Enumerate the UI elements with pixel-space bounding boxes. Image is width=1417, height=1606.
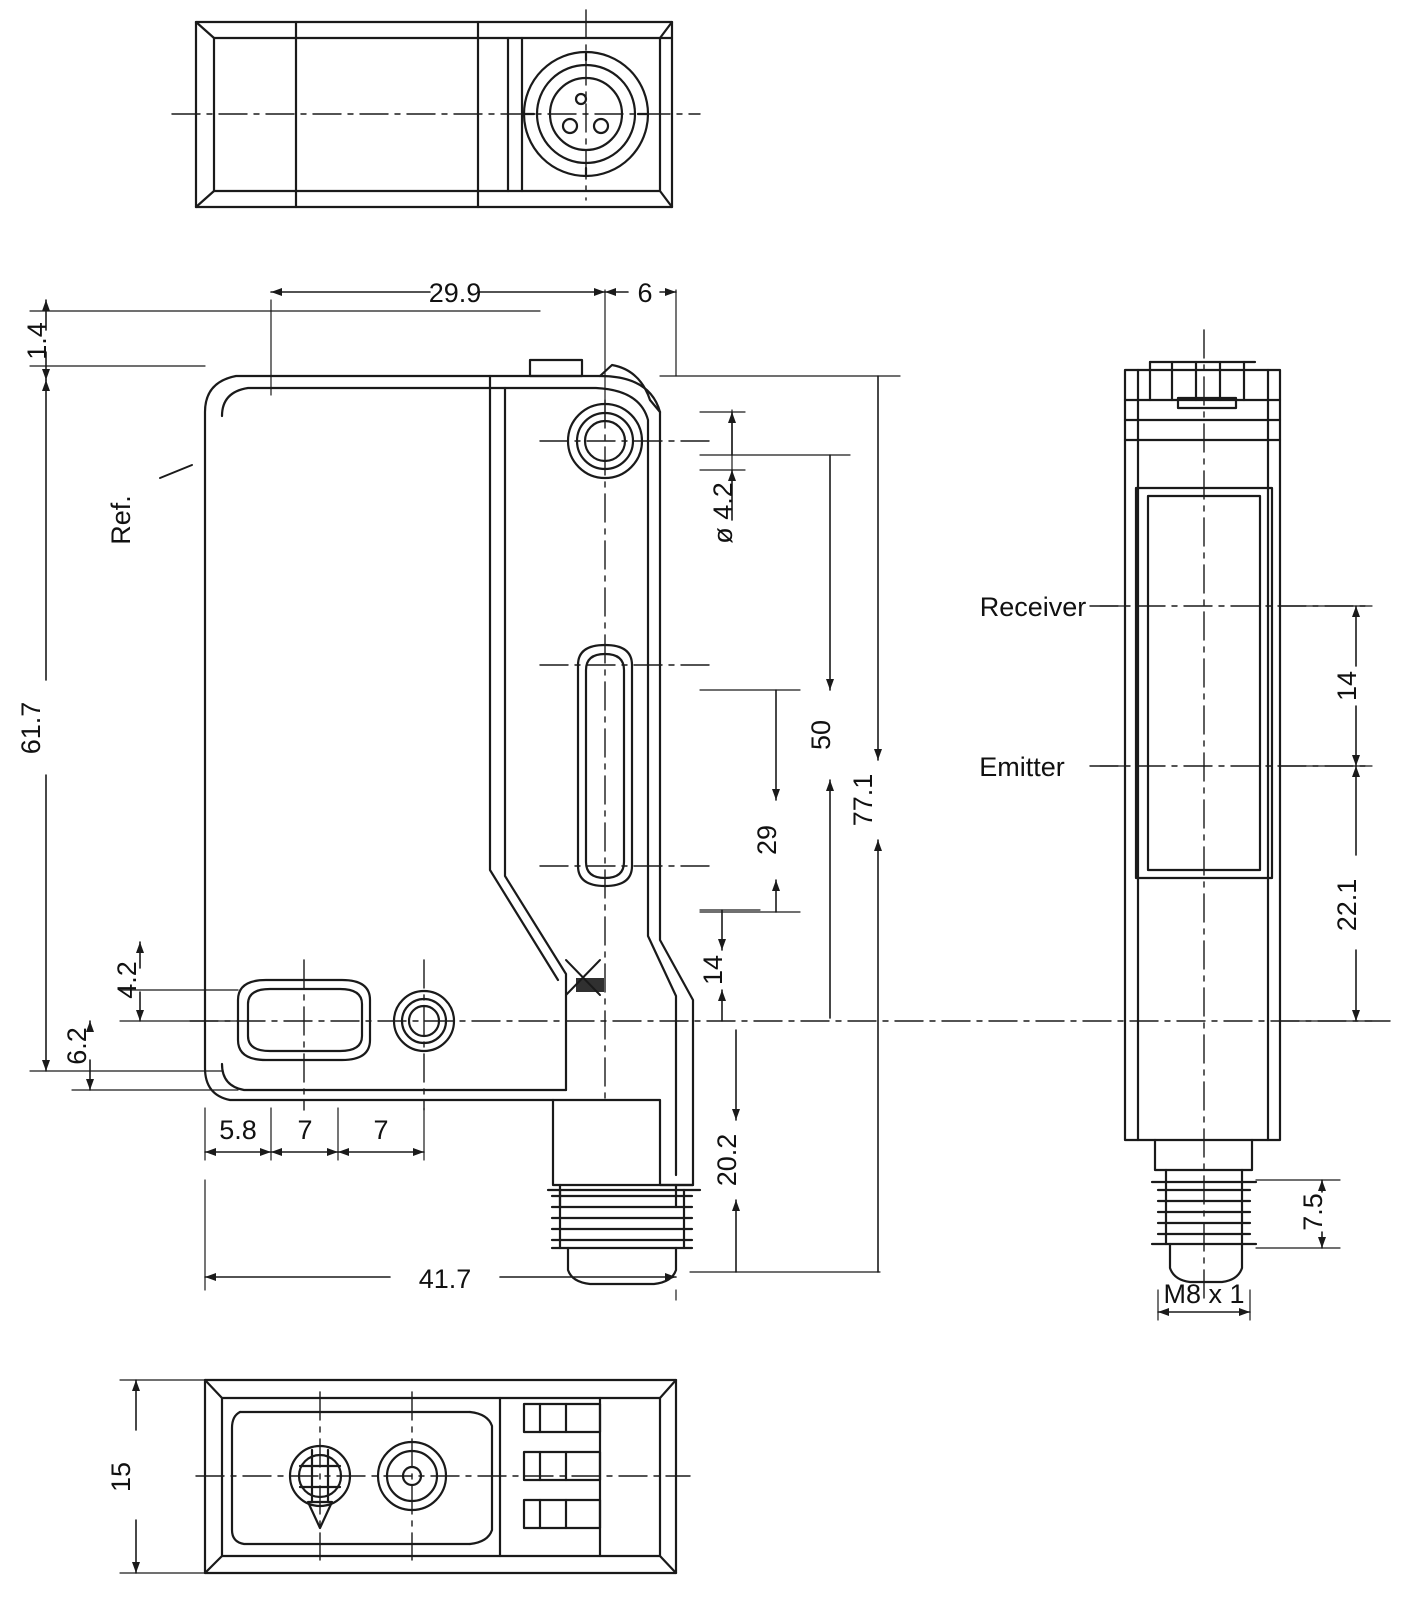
label-thread-m8: M8 x 1	[1163, 1279, 1245, 1309]
dim-77-1: 77.1	[848, 773, 878, 827]
dim-6: 6	[637, 278, 653, 308]
dim-50: 50	[806, 719, 836, 751]
label-receiver: Receiver	[979, 592, 1087, 622]
dim-41-7: 41.7	[418, 1264, 472, 1294]
dim-15: 15	[106, 1461, 136, 1493]
dim-5-8: 5.8	[219, 1115, 257, 1145]
label-emitter: Emitter	[979, 752, 1065, 782]
view-right	[1125, 362, 1280, 1282]
dim-dia-4-2: ø 4.2	[708, 482, 738, 544]
dim-7-5: 7.5	[1298, 1193, 1328, 1231]
dim-4-2-left: 4.2	[112, 961, 142, 999]
dim-7-b: 7	[373, 1115, 389, 1145]
dim-22-1: 22.1	[1332, 878, 1362, 932]
dim-6-2: 6.2	[62, 1027, 92, 1065]
dim-7-a: 7	[297, 1115, 313, 1145]
dim-29: 29	[752, 824, 782, 856]
dim-29-9: 29.9	[428, 278, 482, 308]
view-front	[160, 360, 700, 1284]
dim-61-7: 61.7	[16, 701, 46, 755]
dim-20-2: 20.2	[712, 1133, 742, 1187]
dim-14-front: 14	[698, 954, 728, 986]
label-ref: Ref.	[106, 495, 136, 545]
centerlines-bottom	[196, 1392, 690, 1560]
centerlines-right	[1090, 330, 1370, 1300]
dimensions-front	[30, 290, 900, 1300]
dim-1-4: 1.4	[22, 322, 52, 360]
dim-14-right: 14	[1332, 670, 1362, 702]
